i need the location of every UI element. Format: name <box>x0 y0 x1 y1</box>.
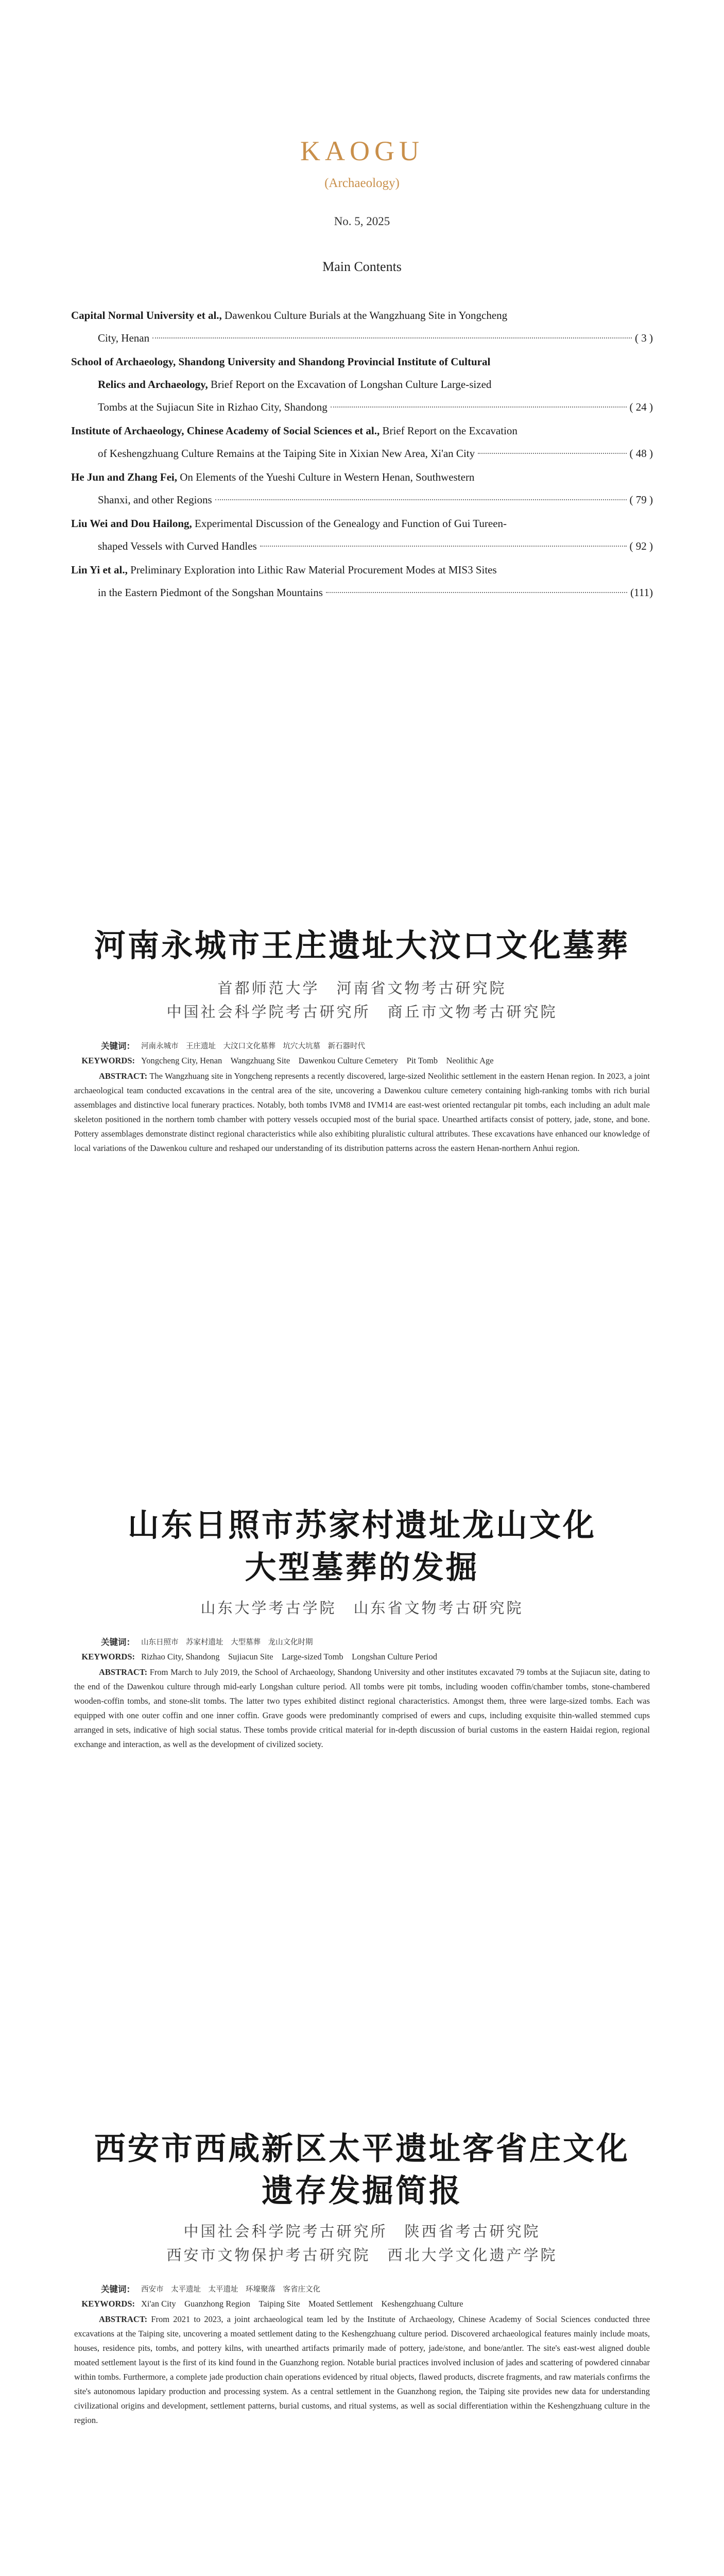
toc-page: ( 24 ) <box>629 401 653 413</box>
article-abstract <box>0 1504 724 1752</box>
toc-author-cont: Relics and Archaeology, <box>98 378 208 391</box>
toc-page: ( 92 ) <box>629 540 653 552</box>
abstract-label: ABSTRACT: <box>99 1667 148 1677</box>
article-title: 西安市西咸新区太平遗址客省庄文化 <box>94 2130 630 2167</box>
toc-author: Capital Normal University et al., <box>71 309 222 321</box>
toc-page: ( 3 ) <box>635 332 653 344</box>
toc-title: Preliminary Exploration into Lithic Raw Material Procurement Modes at MIS3 Sites <box>127 564 497 576</box>
article-abstract <box>0 925 724 1156</box>
article-title-line2: 遗存发掘简报 <box>261 2173 462 2209</box>
toc-entry[interactable] <box>71 558 653 604</box>
toc-title: Dawenkou Culture Burials at the Wangzhuang Site in Yongcheng <box>221 309 508 321</box>
keywords-cn-label: 关键词： <box>101 1041 135 1051</box>
article-title: 山东日照市苏家村遗址龙山文化 <box>127 1507 596 1544</box>
keywords-cn-label: 关键词： <box>101 2284 135 2294</box>
abstract-block <box>0 2282 724 2428</box>
abstract-text: From 2021 to 2023, a joint archaeological team led by the Institute of Archaeology, Chinese Academy of Social Sciences conducted three excavations at the Taiping site, uncovering a moated settlement dating to the Keshengzhuang culture period. Discovered archaeological features mainly include moats, houses, residence pits, tombs, and pottery kilns, with unearthed artifacts primarily made of pottery, jade/stone, and bone/antler. The site's east-west aligned double moated settlement layout is the first of its kind found in the Guanzhong region. Notable burial practices involved inclusion of jades and scattering of powdered cinnabar within tombs. Furthermore, a complete jade production chain operations evidenced by ritual objects, flawed products, discrete fragments, and raw materials confirms the site's autonomous lapidary production and processing system. As a central settlement in the Guanzhong region, the Taiping site provides new data for understanding civilizational origins and development, settlement patterns, burial customs, and ritual systems, as well as social differentiation within the Keshengzhuang culture in the region. <box>74 2314 650 2425</box>
toc-title-cont: shaped Vessels with Curved Handles <box>98 540 257 552</box>
toc-title-cont: City, Henan <box>98 332 150 344</box>
article-title-line2: 大型墓葬的发掘 <box>245 1549 479 1586</box>
abstract-text: The Wangzhuang site in Yongcheng represents a recently discovered, large-sized Neolithic settlement in the eastern Henan region. In 2023, a joint archaeological team conducted excavations in the central area of the site, uncovering a Dawenkou culture cemetery containing high-ranking tombs with rich burial assemblages and distinctive local funerary practices. Notably, both tombs IVM8 and IVM14 are east-west oriented rectangular pit tombs, each including an adult male skeleton positioned in the northern tomb chamber with pottery vessels occupied most of the burial space. Unearthed artifacts consist of pottery, jade, stone, and bone. Pottery assemblages demonstrate distinct regional characteristics while also exhibiting pluralistic cultural attributes. These excavations have enhanced our knowledge of local variations of the Dawenkou culture and reshaped our understanding of its distribution patterns across the eastern Henan-northern Anhui region. <box>74 1071 650 1153</box>
toc-title: On Elements of the Yueshi Culture in Western Henan, Southwestern <box>177 471 475 483</box>
abstract-text: From March to July 2019, the School of Archaeology, Shandong University and other institutes excavated 79 tombs at the Sujiacun site, dating to the end of the Dawenkou culture through mid-early Longshan culture period. All tombs were pit tombs, including wooden coffin/chamber tombs, stone-chambered wooden-coffin tombs, and stone-slit tombs. The latter two types exhibited distinct regional characteristics. Amongst them, three were large-sized tombs. Each was equipped with one outer coffin and one inner coffin. Grave goods were predominantly comprised of ewers and cups, including exquisite thin-walled stemmed cups arranged in sets, indicative of high social status. These tombs provide critical material for in-depth discussion of burial customs in the eastern Haidai region, regional exchange and interaction, as well as the development of civilized society. <box>74 1667 650 1749</box>
keywords-en-label: KEYWORDS: <box>81 1652 135 1662</box>
keywords-en: Rizhao City, Shandong Sujiacun Site Large-sized Tomb Longshan Culture Period <box>141 1652 438 1662</box>
keywords-cn: 西安市 太平遗址 太平遗址 环壕聚落 客省庄文化 <box>141 2285 320 2294</box>
toc-title-cont: Shanxi, and other Regions <box>98 494 212 506</box>
journal-title: KAOGU <box>300 135 424 166</box>
toc-author: Lin Yi et al., <box>71 564 128 576</box>
toc-page: (111) <box>630 586 653 599</box>
abstract-label: ABSTRACT: <box>99 2314 148 2324</box>
toc-title: Experimental Discussion of the Genealogy and Function of Gui Tureen- <box>192 517 507 530</box>
toc-page: ( 79 ) <box>629 494 653 506</box>
journal-subtitle: (Archaeology) <box>324 176 400 190</box>
toc-entry[interactable] <box>71 419 653 465</box>
abstract-label: ABSTRACT: <box>99 1071 148 1081</box>
abstract-block <box>0 1039 724 1156</box>
article-affiliation: 山东大学考古学院 山东省文物考古研究院 <box>200 1599 524 1617</box>
toc-title-cont: Tombs at the Sujiacun Site in Rizhao City, Shandong <box>98 401 327 413</box>
article-affiliation: 首都师范大学 河南省文物考古研究院 <box>217 979 507 997</box>
keywords-en-label: KEYWORDS: <box>81 1056 135 1065</box>
toc-entry[interactable] <box>71 304 653 349</box>
keywords-cn: 河南永城市 王庄遗址 大汶口文化墓葬 坑穴大坑墓 新石器时代 <box>141 1042 365 1050</box>
article-affiliation: 中国社会科学院考古研究所 商丘市文物考古研究院 <box>166 1003 558 1021</box>
toc-entry[interactable] <box>71 512 653 557</box>
table-of-contents <box>71 304 653 605</box>
article-affiliation: 中国社会科学院考古研究所 陕西省考古研究院 <box>183 2223 541 2240</box>
issue-number: No. 5, 2025 <box>334 215 390 228</box>
toc-title: Brief Report on the Excavation of Longshan Culture Large-sized <box>208 378 492 391</box>
toc-entry[interactable] <box>71 350 653 418</box>
toc-author: School of Archaeology, Shandong University and Shandong Provincial Institute of Cultural <box>71 355 491 368</box>
contents-heading: Main Contents <box>322 259 402 274</box>
keywords-en-label: KEYWORDS: <box>81 2299 135 2309</box>
abstract-block <box>0 1635 724 1752</box>
toc-title-cont: of Keshengzhuang Culture Remains at the Taiping Site in Xixian New Area, Xi'an City <box>98 447 475 460</box>
toc-author: He Jun and Zhang Fei, <box>71 471 177 483</box>
toc-title: Brief Report on the Excavation <box>380 425 518 437</box>
keywords-en: Xi'an City Guanzhong Region Taiping Site Moated Settlement Keshengzhuang Culture <box>141 2299 463 2309</box>
keywords-cn-label: 关键词： <box>101 1637 135 1647</box>
keywords-cn: 山东日照市 苏家村遗址 大型墓葬 龙山文化时期 <box>141 1638 313 1647</box>
article-title: 河南永城市王庄遗址大汶口文化墓葬 <box>94 927 630 964</box>
article-abstract <box>0 2128 724 2428</box>
keywords-en: Yongcheng City, Henan Wangzhuang Site Dawenkou Culture Cemetery Pit Tomb Neolithic Age <box>141 1056 494 1065</box>
article-affiliation: 西安市文物保护考古研究院 西北大学文化遗产学院 <box>166 2246 558 2264</box>
toc-author: Institute of Archaeology, Chinese Academy of Social Sciences et al., <box>71 425 380 437</box>
toc-page: ( 48 ) <box>629 447 653 460</box>
toc-author: Liu Wei and Dou Hailong, <box>71 517 192 530</box>
toc-entry[interactable] <box>71 466 653 511</box>
toc-title-cont: in the Eastern Piedmont of the Songshan Mountains <box>98 586 323 599</box>
